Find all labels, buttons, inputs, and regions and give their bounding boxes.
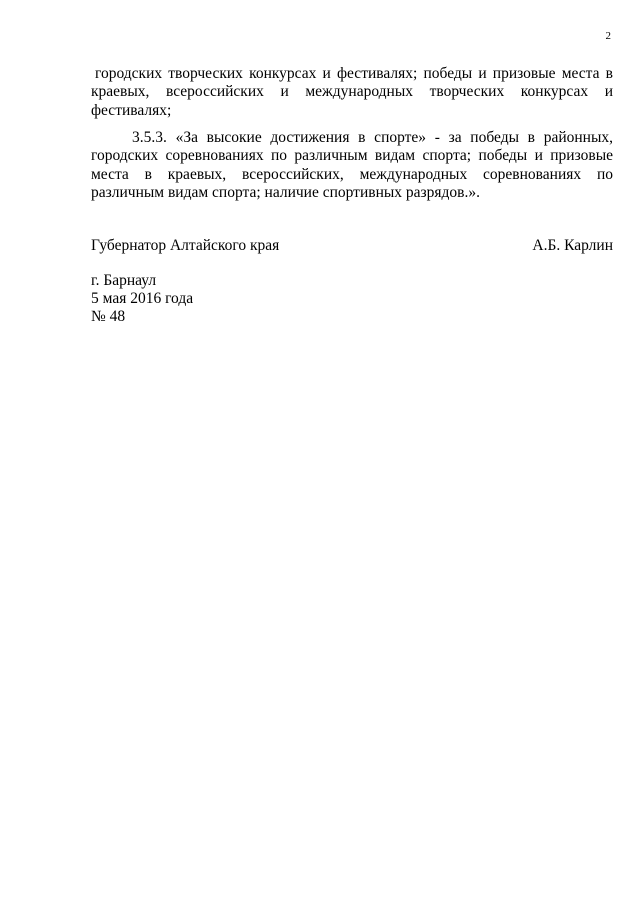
document-date: 5 мая 2016 года [91,290,194,307]
place-date-block [91,272,193,326]
paragraph-continuation: городских творческих конкурсах и фестивалях; победы и призовые места в краевых, всероссийских и международных творческих конкурсах и фестивалях; [91,64,613,119]
page-number: 2 [605,30,611,42]
city: г. Барнаул [91,272,157,289]
signatory-name: А.Б. Карлин [532,237,613,254]
document-number: № 48 [91,308,126,325]
signatory-title: Губернатор Алтайского края [91,237,280,254]
paragraph-sport-achievements: 3.5.3. «За высокие достижения в спорте» - за победы в районных, городских соревнованиях по различным видам спорта; победы и призовые места в краевых, всероссийских, международных соревнованиях по различным видам спорта; наличие спортивных разрядов.». [91,128,613,201]
